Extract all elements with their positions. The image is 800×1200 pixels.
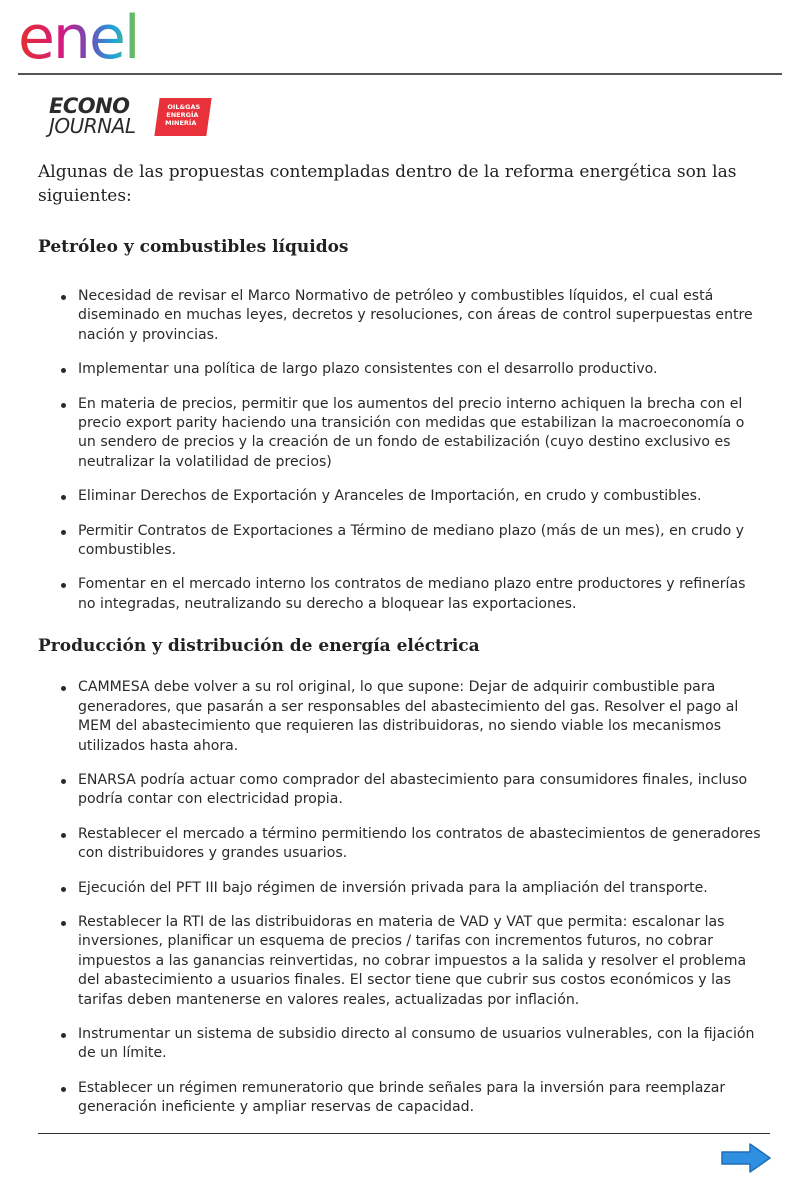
list-item: Restablecer el mercado a término permitiendo los contratos de abastecimientos de generadores con distribuidores y grandes usuarios. (38, 825, 763, 864)
list-item: CAMMESA debe volver a su rol original, lo que supone: Dejar de adquirir combustible para generadores, que pasarán a ser responsables del abastecimiento del gas. Resolver el pago al MEM del abastecimiento que requieren las distribuidoras, no siendo viable los mecanismos utilizados hasta ahora. (38, 678, 763, 756)
list-item: Fomentar en el mercado interno los contratos de mediano plazo entre productores y refinerías no integradas, neutralizando su derecho a bloquear las exportaciones. (38, 575, 763, 614)
list-item: Implementar una política de largo plazo consistentes con el desarrollo productivo. (38, 360, 763, 379)
badge-line: MINERÍA (165, 119, 197, 127)
bullet-icon (61, 495, 66, 500)
next-page-button[interactable] (720, 1142, 772, 1174)
list-item: Ejecución del PFT III bajo régimen de inversión privada para la ampliación del transporte. (38, 879, 763, 898)
list-item: En materia de precios, permitir que los aumentos del precio interno achiquen la brecha con el precio export parity haciendo una transición con medidas que estabilizan la macroeconomía o un sendero de precios y la creación de un fondo de estabilización (cuyo destino exclusivo es neutralizar la volatilidad de precios) (38, 395, 763, 473)
list-item: Restablecer la RTI de las distribuidoras en materia de VAD y VAT que permita: escalonar las inversiones, planificar un esquema de precios / tarifas con incrementos futuros, no cobrar impuestos a las ganancias reinvertidas, no cobrar impuestos a la salida y resolver el problema del abastecimiento a usuarios finales. El sector tiene que cubrir sus costos económicos y las tarifas deben mantenerse en valores reales, actualizadas por inflación. (38, 913, 763, 1010)
bullet-icon (61, 921, 66, 926)
bullet-icon (61, 779, 66, 784)
bullet-icon (61, 887, 66, 892)
badge-line: OIL&GAS (167, 103, 201, 111)
list-item: Permitir Contratos de Exportaciones a Término de mediano plazo (más de un mes), en crudo y combustibles. (38, 522, 763, 561)
econo-logo-line1: ECONO (49, 94, 130, 118)
econo-logo-line2: JOURNAL (49, 114, 136, 138)
list-item: Establecer un régimen remuneratorio que brinde señales para la inversión para reemplazar generación ineficiente y ampliar reservas de capacidad. (38, 1079, 763, 1118)
svg-text:enel: enel (18, 6, 139, 68)
bullet-list (38, 287, 763, 614)
bullet-icon (61, 583, 66, 588)
header-divider (18, 73, 782, 75)
badge-line: ENERGÍA (166, 111, 199, 119)
arrow-right-icon (722, 1144, 770, 1172)
footer-divider (38, 1133, 770, 1134)
intro-paragraph: Algunas de las propuestas contempladas dentro de la reforma energética son las siguientes: (38, 162, 737, 206)
bullet-list (38, 678, 763, 1117)
section-title: Petróleo y combustibles líquidos (38, 237, 349, 257)
bullet-icon (61, 833, 66, 838)
bullet-icon (61, 368, 66, 373)
bullet-icon (61, 295, 66, 300)
bullet-icon (61, 686, 66, 691)
list-item: Necesidad de revisar el Marco Normativo de petróleo y combustibles líquidos, el cual está diseminado en muchas leyes, decretos y resoluciones, con áreas de control superpuestas entre nación y provincias. (38, 287, 763, 345)
list-item: Instrumentar un sistema de subsidio directo al consumo de usuarios vulnerables, con la fijación de un límite. (38, 1025, 763, 1064)
bullet-icon (61, 403, 66, 408)
header (0, 0, 800, 76)
bullet-icon (61, 530, 66, 535)
list-item: ENARSA podría actuar como comprador del abastecimiento para consumidores finales, incluso podría contar con electricidad propia. (38, 771, 763, 810)
econojournal-logo (49, 96, 211, 140)
bullet-icon (61, 1087, 66, 1092)
article-body (38, 160, 763, 1118)
section-title: Producción y distribución de energía eléctrica (38, 636, 480, 657)
list-item: Eliminar Derechos de Exportación y Aranceles de Importación, en crudo y combustibles. (38, 487, 763, 506)
bullet-icon (61, 1033, 66, 1038)
enel-logo (18, 6, 183, 68)
econo-logo-badge (154, 98, 211, 136)
